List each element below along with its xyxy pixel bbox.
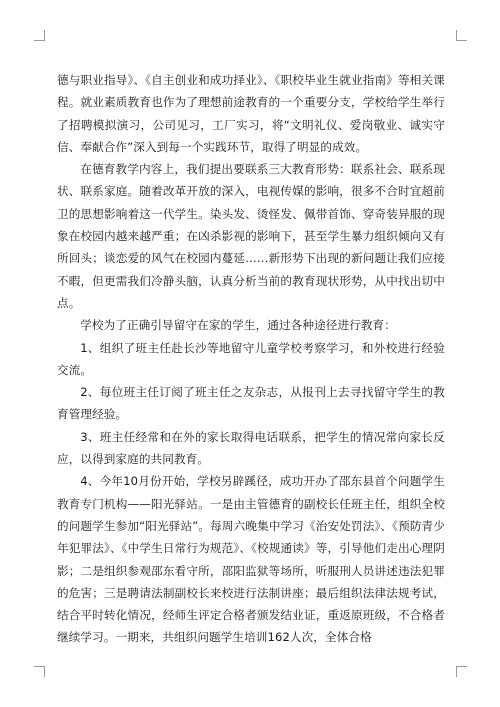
crop-mark-bottom-left	[34, 666, 45, 677]
paragraph-item-2: 2、每位班主任订阅了班主任之友杂志，从报刊上去寻找留守学生的教育管理经验。	[57, 385, 445, 422]
crop-mark-bottom-right	[456, 666, 467, 677]
paragraph-course-continuation: 德与职业指导》、《自主创业和成功择业》、《职校毕业生就业指南》等相关课程。就业素质教育也作为了理想前途教育的一个重要分支，学校给学生举行了招聘模拟演习，公司见习，工厂实习，将“文明礼仪、爱岗敬业、诚实守信、奉献合作”深入到每一个实践环节，取得了明显的成效。	[57, 73, 445, 154]
document-body	[57, 69, 445, 649]
crop-mark-top-left	[34, 30, 45, 41]
paragraph-item-1: 1、组织了班主任赴长沙等地留守儿童学校考察学习，和外校进行经验交流。	[57, 340, 445, 377]
crop-mark-top-right	[456, 30, 467, 41]
paragraph-left-behind-students-intro: 学校为了正确引导留守在家的学生，通过各种途径进行教育：	[80, 318, 396, 333]
paragraph-item-4: 4、今年10月份开始，学校另辟蹊径，成功开办了邵东县首个问题学生教育专门机构——阳光驿站。一是由主管德育的副校长任班主任，组织全校的问题学生参加“阳光驿站”。每周六晚集中学习《治安处罚法》、《预防青少年犯罪法》、《中学生日常行为规范》、《校规通读》等，引导他们走出心理阴影；二是组织参观邵东看守所，邵阳监狱等场所，听服刑人员讲述违法犯罪的危害；三是聘请法制副校长来校进行法制讲座；最后组织法律法规考试，结合平时转化情况，经师生评定合格者颁发结业证，重返原班级，不合格者继续学习。一期来，共组织问题学生培训162人次，全体合格	[57, 474, 445, 645]
paragraph-item-3: 3、班主任经常和在外的家长取得电话联系，把学生的情况常向家长反应，以得到家庭的共同教育。	[57, 429, 445, 467]
paragraph-moral-education-content: 在德育教学内容上，我们提出要联系三大教育形势：联系社会、联系现状、联系家庭。随着改革开放的深入，电视传媒的影响，很多不合时宜超前卫的思想影响着这一代学生。染头发、烫怪发、佩带首饰、穿奇装异服的现象在校园内越来越严重；在凶杀影视的影响下，甚至学生暴力组织倾向又有所回头；谈恋爱的风气在校园内蔓延……新形势下出现的新问题让我们应接不暇，但更需我们冷静头脑，认真分析当前的教育现状形势，从中找出切中点。	[57, 162, 445, 310]
